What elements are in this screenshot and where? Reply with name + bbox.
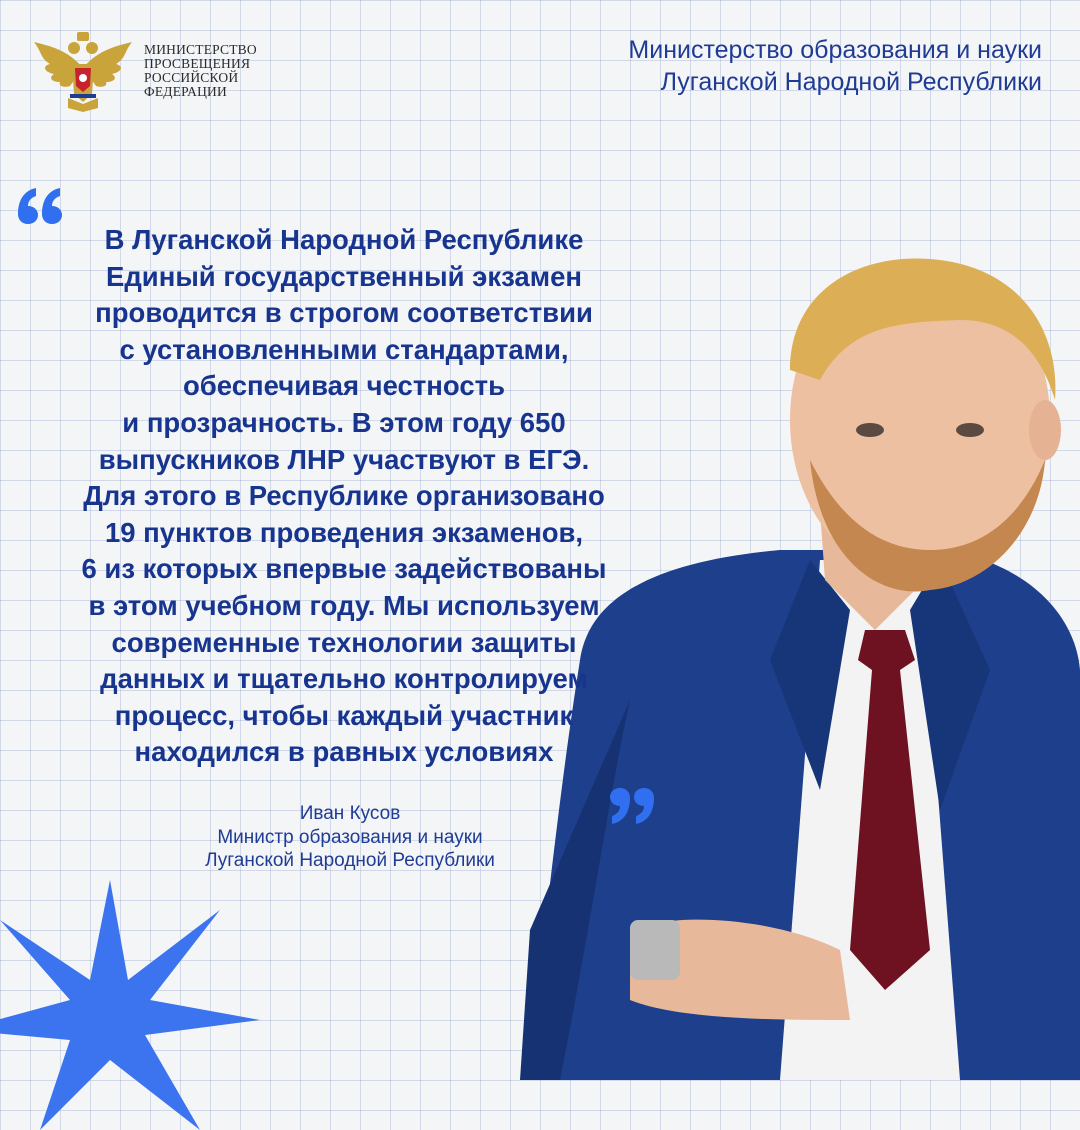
emblem-icon (28, 28, 138, 114)
quote-open-icon (14, 184, 66, 224)
quote-line: современные технологии защиты (111, 626, 577, 658)
logo-text (144, 43, 257, 99)
quote-line: выпускников ЛНР участвуют в ЕГЭ. (98, 443, 590, 475)
quote-line: Для этого в Республике организовано (83, 480, 605, 512)
quote-line: и прозрачность. В этом году 650 (122, 406, 566, 438)
quote-line: находился в равных условиях (134, 736, 554, 768)
speaker-role: Министр образования и науки (217, 826, 483, 848)
logo-line: ФЕДЕРАЦИИ (144, 84, 227, 99)
header-line: Министерство образования и науки (628, 36, 1042, 64)
quote-line: 6 из которых впервые задействованы (81, 553, 607, 585)
quote-line: в этом учебном году. Мы используем (88, 589, 600, 621)
logo-line: ПРОСВЕЩЕНИЯ (144, 56, 251, 71)
header-line: Луганской Народной Республики (660, 68, 1042, 96)
logo-line: РОССИЙСКОЙ (144, 70, 239, 85)
star-decoration-icon (0, 870, 260, 1130)
quote-line: Единый государственный экзамен (106, 260, 582, 292)
quote-line: В Луганской Народной Республике (104, 224, 584, 255)
speaker-role: Луганской Народной Республики (205, 850, 495, 871)
quote-close-icon (606, 788, 658, 828)
quote-line: проводится в строгом соответствии (95, 297, 593, 329)
ministry-header (628, 34, 1042, 98)
speaker-name: Иван Кусов (299, 803, 401, 824)
quote-line: с установленными стандартами, (119, 333, 569, 365)
logo-line: МИНИСТЕРСТВО (144, 42, 257, 57)
quote-line: процесс, чтобы каждый участник (114, 699, 574, 731)
ministry-logo (28, 28, 257, 114)
quote-text (34, 222, 654, 771)
quote-line: обеспечивая честность (183, 370, 505, 402)
quote-line: данных и тщательно контролируем (100, 663, 588, 695)
quote-line: 19 пунктов проведения экзаменов, (104, 516, 584, 548)
attribution (130, 802, 570, 873)
